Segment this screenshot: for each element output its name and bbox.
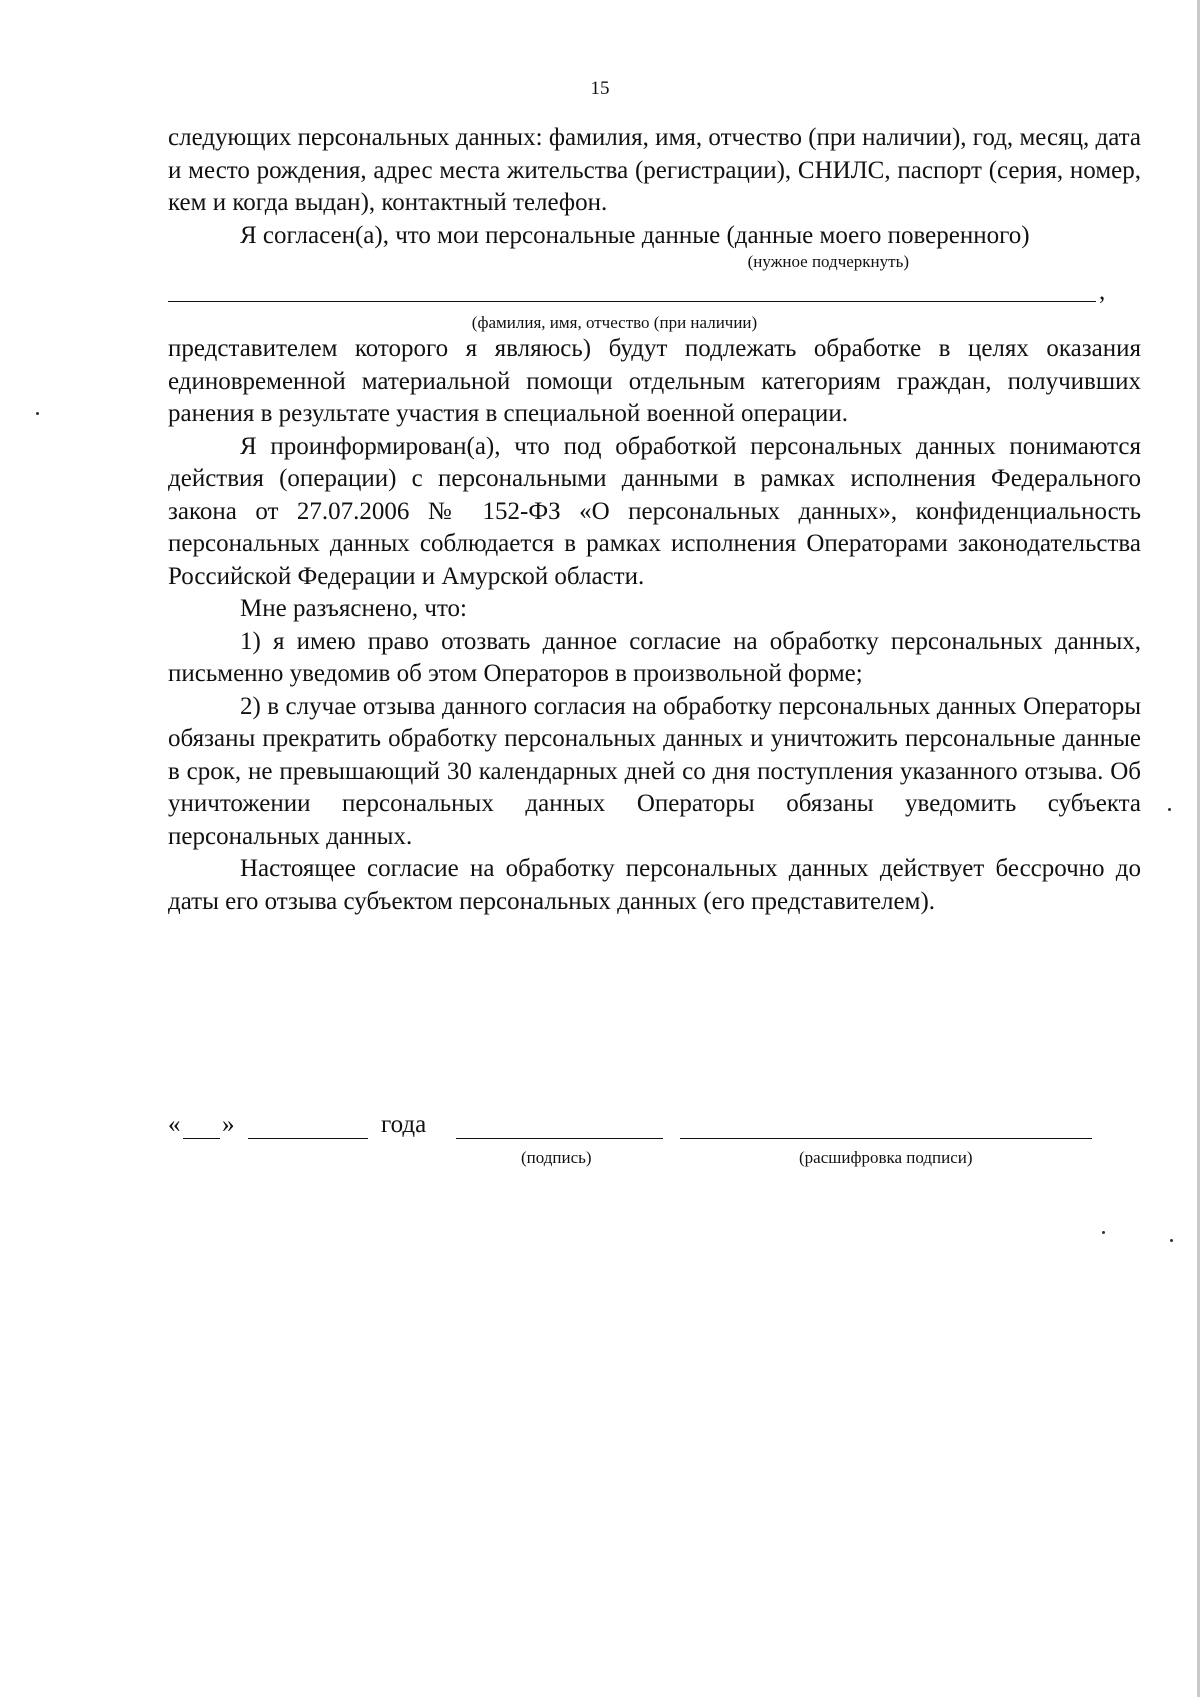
date-quote-open: « [168, 1111, 181, 1138]
scan-speck [1168, 808, 1171, 811]
page-number: 15 [590, 78, 610, 99]
date-month-line [248, 1138, 368, 1139]
scan-speck [1102, 1231, 1105, 1234]
paragraph-personal-data-list: следующих персональных данных: фамилия, имя, отчество (при наличии), год, месяц, дата и место рождения, адрес места жительства (регистрации), СНИЛС, паспорт (серия, номер, кем и когда выдан), контактный телефон. [168, 124, 1141, 216]
paragraph-processing-purpose: представителем которого я являюсь) будут подлежать обработке в целях оказания единовременной материальной помощи отдельным категориям граждан, получивших ранения в результате участия в специальной военной операции. [168, 335, 1141, 427]
hint-underline-needed: (нужное подчеркнуть) [747, 252, 909, 271]
scan-speck [36, 412, 39, 415]
paragraph-item-2: 2) в случае отзыва данного согласия на обработку персональных данных Операторы обязаны прекратить обработку персональных данных и уничтожить персональные данные в срок, не превышающий 30 календарных дней со дня поступления указанного отзыва. Об уничтожении персональных данных Операторы обязаны уведомить субъекта персональных данных. [168, 692, 1141, 850]
signature-decoding-hint: (расшифровка подписи) [799, 1148, 973, 1167]
paragraph-informed: Я проинформирован(а), что под обработкой персональных данных понимаются действия (операции) с персональными данными в рамках исполнения Федерального закона от 27.07.2006 № 152-ФЗ «О персональных данных», конфиденциальность персональных данных соблюдается в рамках исполнения Операторами законодательства Российской Федерации и Амурской области. [168, 432, 1141, 590]
signature-line [456, 1138, 663, 1139]
signature-block [168, 1110, 1148, 1170]
fio-fill-line [168, 301, 1096, 302]
signature-decoding-line [680, 1138, 1092, 1139]
paragraph-consent: Я согласен(а), что мои персональные данные (данные моего поверенного) [240, 221, 1030, 249]
signature-hint: (подпись) [521, 1148, 592, 1167]
fio-fill-row [168, 273, 1141, 313]
paragraph-explained: Мне разъяснено, что: [240, 595, 467, 622]
paragraph-validity: Настоящее согласие на обработку персональных данных действует бессрочно до даты его отзыва субъектом персональных данных (его представителем). [168, 855, 1141, 915]
hint-fio: (фамилия, имя, отчество (при наличии) [471, 313, 758, 332]
scan-speck [1170, 1239, 1173, 1242]
date-day-line [183, 1138, 220, 1139]
paragraph-item-1: 1) я имею право отозвать данное согласие на обработку персональных данных, письменно уведомив об этом Операторов в произвольной форме; [168, 627, 1141, 687]
fio-fill-comma: , [1099, 278, 1106, 305]
year-word: года [381, 1111, 427, 1138]
date-quote-close: » [222, 1111, 235, 1138]
document-body [168, 122, 1141, 918]
